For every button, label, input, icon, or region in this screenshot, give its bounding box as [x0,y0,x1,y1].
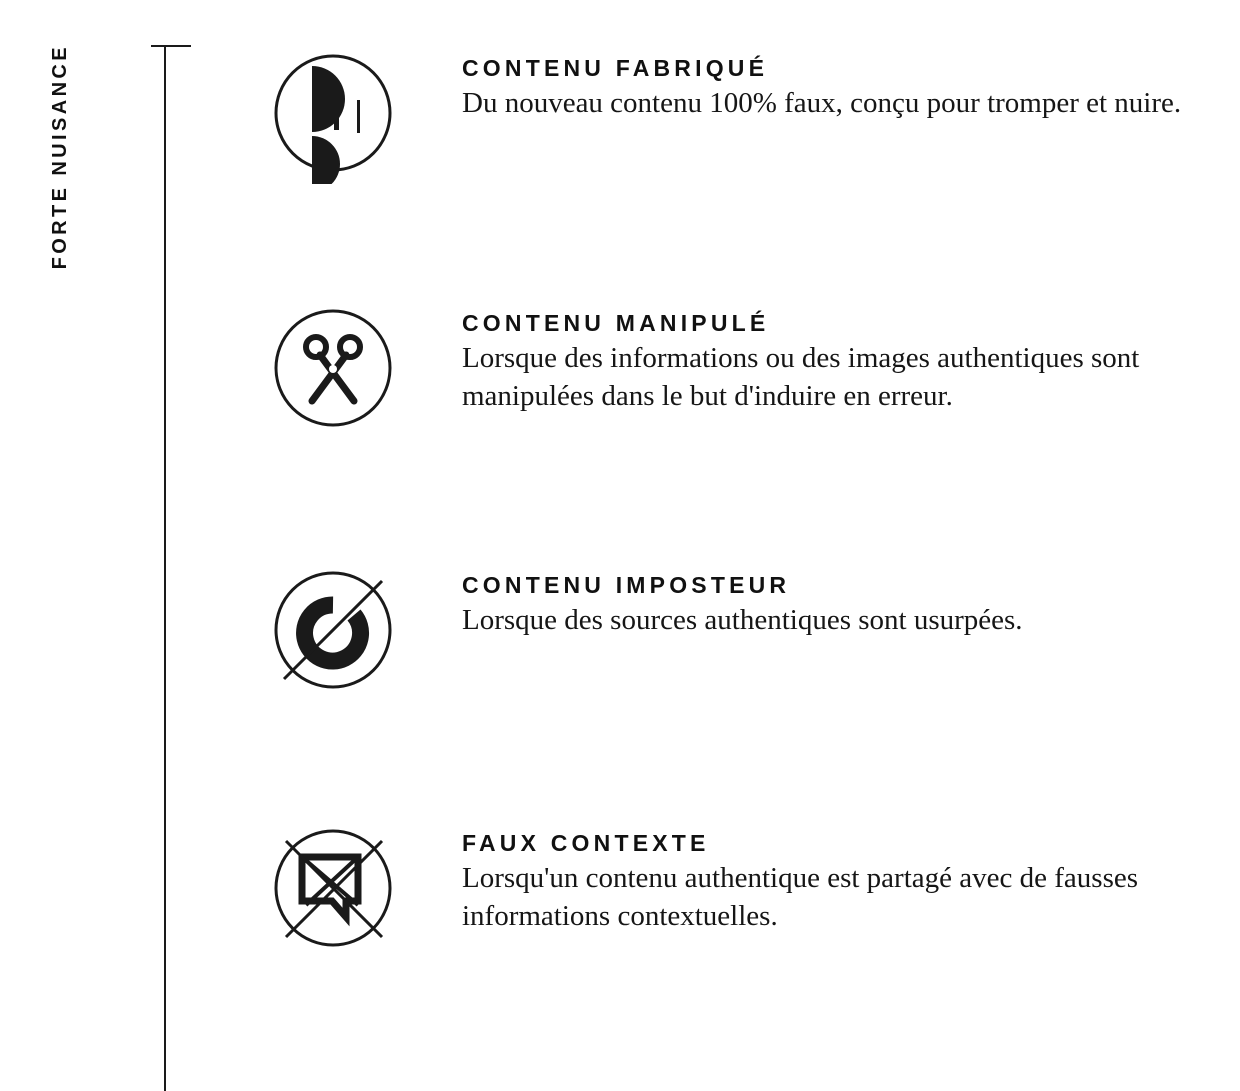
row-text [462,40,1240,123]
list-item [262,40,1240,295]
severity-axis-label-text: FORTE NUISANCE [49,44,71,270]
fabricated-content-icon [262,40,462,184]
scissors-manipulated-content-icon [262,295,462,439]
row-title: CONTENU FABRIQUÉ [462,55,769,81]
list-item [262,295,1240,557]
row-text [462,557,1240,640]
row-description: Lorsqu'un contenu authentique est partagé avec de fausses informations contextuelles. [462,862,1139,932]
axis-top-tick [151,45,191,47]
row-title: CONTENU MANIPULÉ [462,310,770,336]
row-description: Lorsque des sources authentiques sont usurpées. [462,604,1023,637]
imposter-content-icon [262,557,462,701]
row-text [462,815,1240,936]
false-context-icon [262,815,462,959]
list-item [262,815,1240,1015]
list-item [262,557,1240,815]
severity-axis-label [0,44,120,464]
content-type-list [262,40,1240,1015]
row-text [462,295,1240,416]
row-description: Du nouveau contenu 100% faux, conçu pour tromper et nuire. [462,87,1182,120]
row-title: CONTENU IMPOSTEUR [462,572,791,598]
row-title: FAUX CONTEXTE [462,830,710,856]
axis-vertical-rule [164,45,166,1091]
row-description: Lorsque des informations ou des images authentiques sont manipulées dans le but d'induire en erreur. [462,342,1140,412]
